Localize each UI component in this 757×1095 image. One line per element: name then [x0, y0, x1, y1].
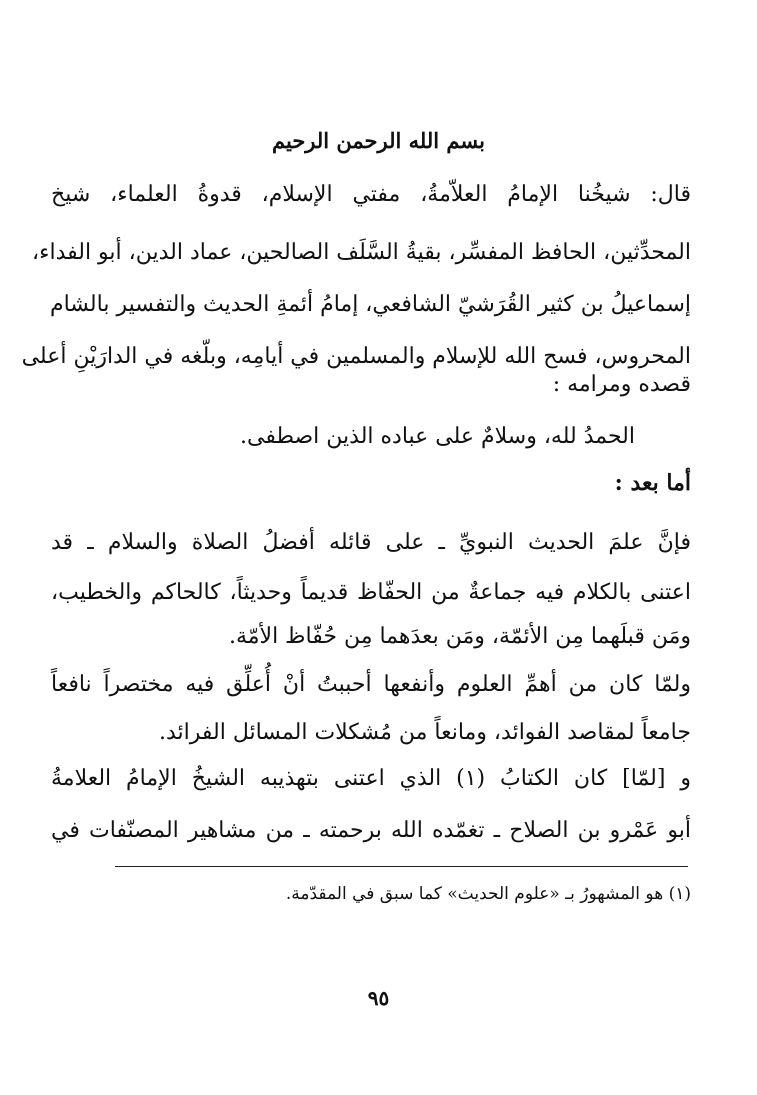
text-line: أبو عَمْرو بن الصلاح ـ تغمّده الله برحمته ـ من مشاهير المصنّفات في: [51, 818, 691, 843]
text-line: المحروس، فسح الله للإسلام والمسلمين في أيامِه، وبلّغه في الدارَيْنِ أعلى: [21, 344, 691, 369]
text-line: ولمّا كان من أهمِّ العلوم وأنفعها أحببتُ أنْ أُعلِّق فيه مختصراً نافعاً: [51, 672, 691, 697]
text-line: إسماعيلُ بن كثير القُرَشيّ الشافعي، إمامُ أئمةِ الحديث والتفسير بالشام: [49, 292, 691, 317]
basmala-heading: بسم الله الرحمن الرحيم: [272, 128, 485, 153]
text-line: و [لمّا] كان الكتابُ (١) الذي اعتنى بتهذيبه الشيخُ الإمامُ العلامةُ: [51, 766, 692, 791]
text-line: فإنَّ علمَ الحديث النبويِّ ـ على قائله أفضلُ الصلاة والسلام ـ قد: [51, 530, 692, 555]
footnote: (١) هو المشهورُ بـ «علوم الحديث» كما سبق في المقدّمة.: [285, 884, 691, 904]
text-line: جامعاً لمقاصد الفوائد، ومانعاً من مُشكلات المسائل الفرائد.: [158, 720, 691, 745]
text-line: ومَن قبلَهما مِن الأئمّة، ومَن بعدَهما مِن حُفّاظ الأمّة.: [228, 624, 691, 649]
text-line: اعتنى بالكلام فيه جماعةٌ من الحفّاظ قديماً وحديثاً، كالحاكم والخطيب،: [51, 580, 691, 605]
footnote-divider: [115, 866, 688, 867]
text-line: قصده ومرامه :: [552, 372, 691, 397]
section-heading: أما بعد :: [614, 470, 691, 496]
text-line: المحدِّثين، الحافظ المفسِّر، بقيةُ السَّلَف الصالحين، عماد الدين، أبو الفداء،: [32, 240, 691, 265]
text-line: الحمدُ لله، وسلامٌ على عباده الذين اصطفى.: [239, 424, 635, 449]
page-number: ٩٥: [367, 986, 390, 1010]
text-line: قال: شيخُنا الإمامُ العلاّمةُ، مفتي الإسلام، قدوةُ العلماء، شيخ: [51, 182, 691, 207]
